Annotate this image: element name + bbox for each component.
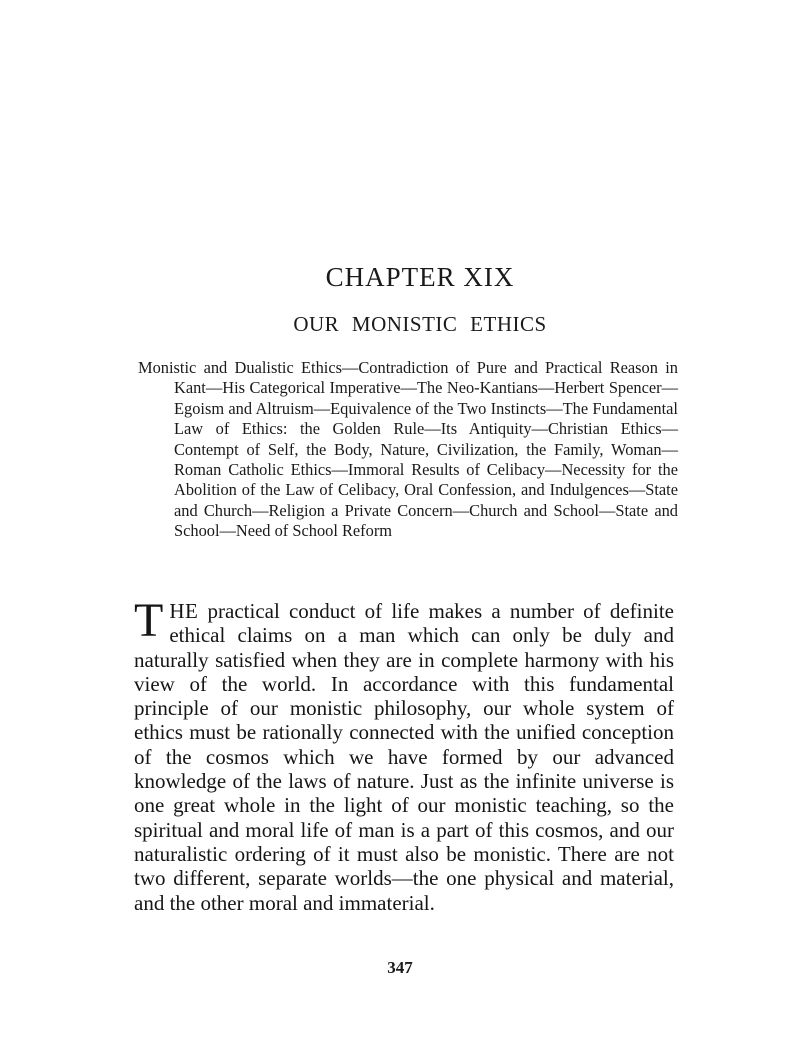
chapter-title: OUR MONISTIC ETHICS (293, 312, 547, 336)
page-number: 347 (387, 958, 413, 977)
drop-cap: T (134, 594, 164, 647)
chapter-synopsis: Monistic and Dualistic Ethics—Contradiction of Pure and Practical Reason in Kant—His Categorical Imperative—The Neo-Kantians—Herbert Spencer—Egoism and Altruism—Equivalence of the Two Instincts—The Fundamental Law of Ethics: the Golden Rule—Its Antiquity—Christian Ethics—Contempt of Self, the Body, Nature, Civilization, the Family, Woman—Roman Catholic Ethics—Immoral Results of Celibacy—Necessity for the Abolition of the Law of Celibacy, Oral Confession, and Indulgences—State and Church—Religion a Private Concern—Church and School—State and School—Need of School Reform (138, 358, 678, 541)
body-paragraph (134, 594, 674, 915)
opening-caps: HE (169, 599, 199, 623)
body-text: practical conduct of life makes a number of definite ethical claims on a man which can only be duly and naturally satisfied when they are in complete harmony with his view of the world. In accordance with this fundamental principle of our monistic philosophy, our whole system of ethics must be rationally connected with the unified conception of the cosmos which we have formed by our advanced knowledge of the laws of nature. Just as the infinite universe is one great whole in the light of our monistic teaching, so the spiritual and moral life of man is a part of this cosmos, and our naturalistic ordering of it must also be monistic. There are not two different, separate worlds—the one physical and material, and the other moral and immaterial. (134, 599, 674, 915)
chapter-number: CHAPTER XIX (325, 262, 515, 292)
